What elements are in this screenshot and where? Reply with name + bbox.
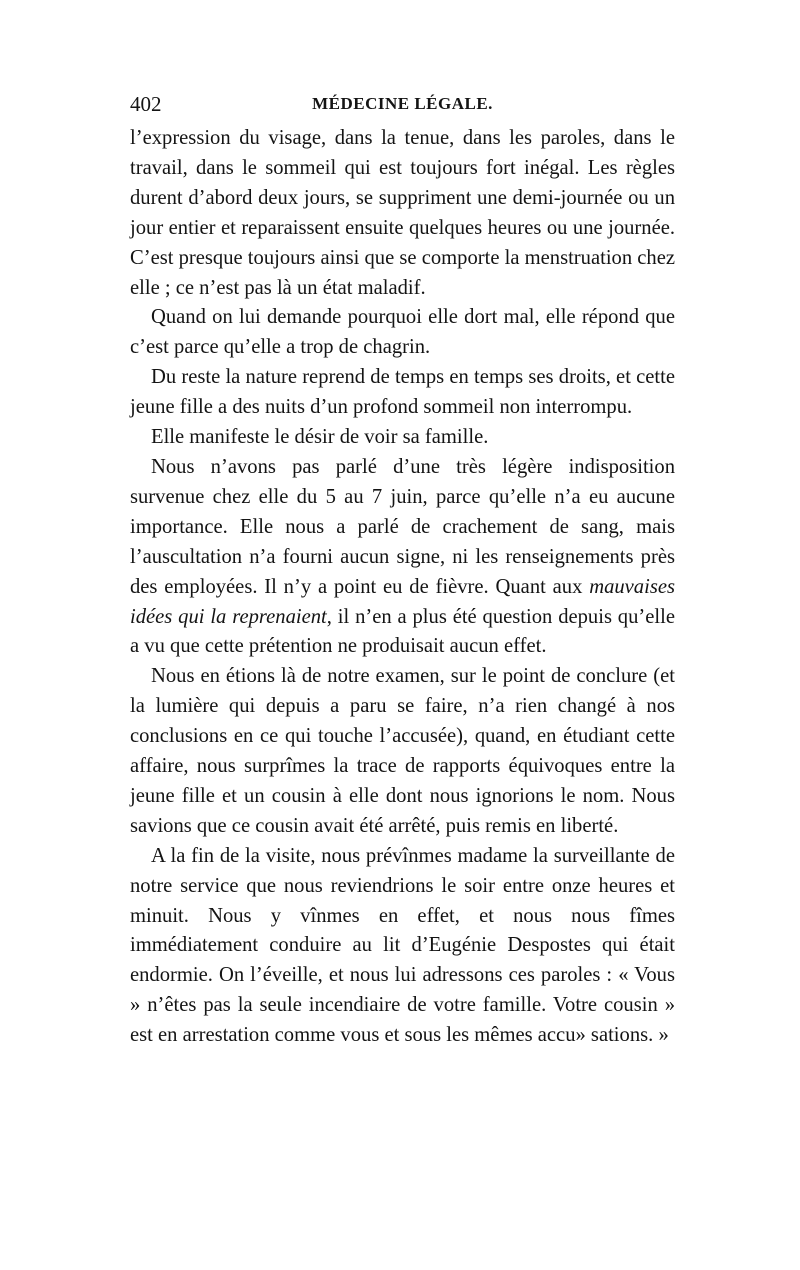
running-title: MÉDECINE LÉGALE.: [312, 94, 493, 113]
paragraph: [130, 842, 675, 1051]
paragraph: [130, 303, 675, 363]
text-run: Nous en étions là de notre examen, sur le point de conclure (et la lumière qui depuis a paru se faire, n’a rien changé à nos conclusions en ce qui touche l’accusée), quand, en étudiant cette affaire, nous surprîmes la trace de rapports équivoques entre la jeune fille et un cousin à elle dont nous ignorions le nom. Nous savions que ce cousin avait été arrêté, puis remis en liberté.: [130, 665, 675, 837]
body-text: [130, 124, 675, 1051]
paragraph: [130, 662, 675, 841]
paragraph: [130, 453, 675, 662]
text-run: Quand on lui demande pourquoi elle dort mal, elle répond que c’est parce qu’elle a trop de chagrin.: [130, 306, 675, 359]
italic-phrase: mauvaises idées qui la reprenaient: [130, 575, 675, 628]
paragraph: [130, 423, 675, 453]
text-run: A la fin de la visite, nous prévînmes madame la surveillante de notre service que nous reviendrions le soir entre onze heures et minuit. Nous y vînmes en effet, et nous nous fîmes immédiatement conduire au lit d’Eugénie Despostes qui était endormie. On l’éveille, et nous lui adressons ces paroles : « Vous » n’êtes pas la seule incendiaire de votre famille. Votre cousin » est en arrestation comme vous et sous les mêmes accu» sations. »: [130, 844, 675, 1047]
text-run: , il n’en a plus été question depuis qu’elle a vu que cette prétention ne produisait aucun effet.: [130, 605, 675, 658]
paragraph: [130, 124, 675, 303]
paragraph: [130, 363, 675, 423]
text-run: Elle manifeste le désir de voir sa famille.: [151, 426, 489, 449]
text-run: Nous n’avons pas parlé d’une très légère indisposition survenue chez elle du 5 au 7 juin, parce qu’elle n’a eu aucune importance. Elle nous a parlé de crachement de sang, mais l’auscultation n’a fourni aucun signe, ni les renseignements près des employées. Il n’y a point eu de fièvre. Quant aux: [130, 455, 675, 598]
page-header: [130, 92, 675, 124]
text-run: l’expression du visage, dans la tenue, dans les paroles, dans le travail, dans le sommeil qui est toujours fort inégal. Les règles durent d’abord deux jours, se suppriment une demi-journée ou un jour entier et reparaissent ensuite quelques heures ou une journée. C’est presque toujours ainsi que se comporte la menstruation chez elle ; ce n’est pas là un état maladif.: [130, 127, 676, 299]
page-number: 402: [130, 92, 162, 116]
book-page: [130, 92, 675, 1051]
text-run: Du reste la nature reprend de temps en temps ses droits, et cette jeune fille a des nuits d’un profond sommeil non interrompu.: [130, 366, 675, 419]
